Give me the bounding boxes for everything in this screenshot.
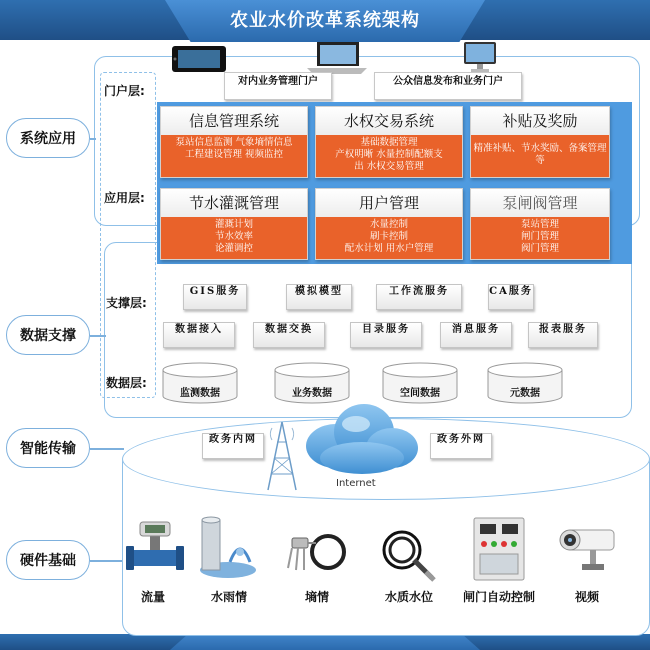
service-simulation-model[interactable]: 模拟模型 xyxy=(286,284,352,310)
connector-line xyxy=(90,138,96,140)
module-water-rights-trading[interactable] xyxy=(315,106,463,178)
network-intranet[interactable]: 政务内网 xyxy=(202,433,264,459)
database-label: 元数据 xyxy=(510,388,540,399)
module-title: 节水灌溉管理 xyxy=(161,189,307,217)
service-message[interactable]: 消息服务 xyxy=(440,322,512,348)
portal-public[interactable]: 公众信息发布和业务门户 xyxy=(374,72,522,100)
module-line: 精准补贴、节水奖励、备案管理等 xyxy=(473,143,607,166)
module-line: 配水计划 用水户管理 xyxy=(344,243,434,254)
database-monitoring[interactable] xyxy=(161,362,239,404)
database-label: 监测数据 xyxy=(180,388,220,399)
hardware-label-water-quality: 水质水位 xyxy=(384,590,433,604)
module-line: 工程建设管理 视频监控 xyxy=(184,149,284,160)
module-line: 泵站信息监测 气象墒情信息 xyxy=(175,137,293,148)
hardware-label-gate: 闸门自动控制 xyxy=(462,590,535,604)
page-title: 农业水价改革系统架构 xyxy=(230,10,420,31)
service-directory[interactable]: 目录服务 xyxy=(350,322,422,348)
module-user-management[interactable] xyxy=(315,188,463,260)
layer-label-support: 支撑层: xyxy=(106,296,147,310)
module-title: 水权交易系统 xyxy=(316,107,462,135)
module-line: 阀门管理 xyxy=(520,243,559,254)
module-line: 泵站管理 xyxy=(520,219,559,230)
module-line: 灌溉计划 xyxy=(214,219,253,230)
layer-label-data: 数据层: xyxy=(106,376,147,390)
hardware-label-video: 视频 xyxy=(574,590,599,604)
service-gis[interactable]: GIS服务 xyxy=(183,284,247,310)
module-body xyxy=(163,219,305,257)
connector-line xyxy=(90,560,124,562)
layer-label-column xyxy=(100,72,156,398)
module-line: 节水效率 xyxy=(214,231,253,242)
portal-internal[interactable]: 对内业务管理门户 xyxy=(224,72,332,100)
module-line: 产权明晰 水量控制配额支 xyxy=(335,149,443,160)
module-line: 闸门管理 xyxy=(520,231,559,242)
cloud-icon xyxy=(296,398,426,478)
monitor-icon xyxy=(462,40,498,74)
module-body xyxy=(473,219,607,257)
category-hardware-base: 硬件基础 xyxy=(6,540,90,580)
module-line: 水量控制 xyxy=(369,219,408,230)
module-body xyxy=(163,137,305,175)
layer-label-application: 应用层: xyxy=(104,191,145,205)
module-pump-gate-valve[interactable] xyxy=(470,188,610,260)
module-line: 基础数据管理 xyxy=(360,137,418,148)
internet-label: Internet xyxy=(336,478,376,489)
tablet-icon xyxy=(170,44,230,74)
module-title: 用户管理 xyxy=(316,189,462,217)
category-smart-transfer: 智能传输 xyxy=(6,428,90,468)
category-system-app: 系统应用 xyxy=(6,118,90,158)
module-title: 信息管理系统 xyxy=(161,107,307,135)
service-workflow[interactable]: 工作流服务 xyxy=(376,284,462,310)
service-data-exchange[interactable]: 数据交换 xyxy=(253,322,325,348)
module-water-saving-irrigation[interactable] xyxy=(160,188,308,260)
camera-icon xyxy=(556,524,618,574)
database-label: 业务数据 xyxy=(292,388,332,399)
module-info-management[interactable] xyxy=(160,106,308,178)
service-data-access[interactable]: 数据接入 xyxy=(163,322,235,348)
flow-meter-icon xyxy=(126,520,184,580)
database-label: 空间数据 xyxy=(400,388,440,399)
category-data-support: 数据支撑 xyxy=(6,315,90,355)
gate-controller-icon xyxy=(470,516,528,582)
module-line: 论灌调控 xyxy=(214,243,253,254)
soil-moisture-sensor-icon xyxy=(286,528,346,576)
module-body xyxy=(318,137,460,175)
network-extranet[interactable]: 政务外网 xyxy=(430,433,492,459)
rain-gauge-icon xyxy=(196,516,258,582)
service-ca[interactable]: CA服务 xyxy=(488,284,534,310)
database-metadata[interactable] xyxy=(486,362,564,404)
module-body xyxy=(318,219,460,257)
module-line: 刷卡控制 xyxy=(369,231,408,242)
hardware-label-soil: 墒情 xyxy=(304,590,329,604)
connector-line xyxy=(90,448,124,450)
hardware-label-flow: 流量 xyxy=(140,590,165,604)
radio-tower-icon xyxy=(262,418,302,492)
connector-line xyxy=(90,335,106,337)
hardware-label-rain: 水雨情 xyxy=(210,590,247,604)
module-subsidy-reward[interactable] xyxy=(470,106,610,178)
service-report[interactable]: 报表服务 xyxy=(528,322,598,348)
module-line: 出 水权交易管理 xyxy=(354,161,424,172)
module-title: 补贴及奖励 xyxy=(471,107,609,135)
module-title: 泵闸阀管理 xyxy=(471,189,609,217)
module-body xyxy=(473,137,607,175)
layer-label-portal: 门户层: xyxy=(104,84,145,98)
water-level-sensor-icon xyxy=(380,524,438,582)
laptop-icon xyxy=(305,40,367,76)
